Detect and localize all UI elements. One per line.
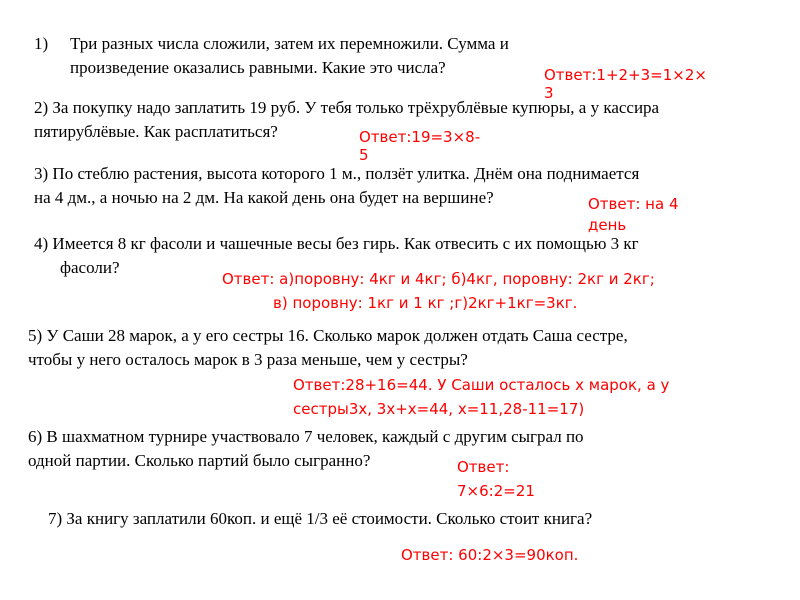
answer-2-line-1: Ответ:19=3×8-: [359, 128, 481, 146]
answer-3-line-1: Ответ: на 4: [588, 195, 679, 213]
problem-7-line-1: 7) За книгу заплатили 60коп. и ещё 1/3 её стоимости. Сколько стоит книга?: [48, 509, 593, 528]
problem-6-line-2: одной партии. Сколько партий было сыгранно?: [28, 451, 371, 470]
answer-7-line-1: Ответ: 60:2×3=90коп.: [401, 546, 579, 564]
problem-6-line-1: 6) В шахматном турнире участвовало 7 человек, каждый с другим сыграл по: [28, 427, 584, 446]
problem-1-number: 1): [34, 34, 49, 53]
answer-2-line-2: 5: [359, 146, 369, 164]
problem-4-line-2: фасоли?: [60, 258, 120, 277]
problem-1-line-1: Три разных числа сложили, затем их перемножили. Сумма и: [70, 34, 509, 53]
answer-6-line-1: Ответ:: [457, 458, 510, 476]
problem-1-line-2: произведение оказались равными. Какие это числа?: [70, 58, 446, 77]
answer-4-line-1: Ответ: а)поровну: 4кг и 4кг; б)4кг, поровну: 2кг и 2кг;: [222, 270, 655, 288]
answer-3-line-2: день: [588, 216, 627, 234]
problem-5-line-2: чтобы у него осталось марок в 3 раза меньше, чем у сестры?: [28, 350, 468, 369]
problem-2-line-1: 2) За покупку надо заплатить 19 руб. У тебя только трёхрублёвые купюры, а у кассира: [34, 98, 660, 117]
problem-4-line-1: 4) Имеется 8 кг фасоли и чашечные весы без гирь. Как отвесить с их помощью 3 кг: [34, 234, 639, 253]
problem-2-line-2: пятирублёвые. Как расплатиться?: [34, 122, 278, 141]
answer-5-line-2: сестры3х, 3х+х=44, х=11,28-11=17): [293, 400, 585, 418]
answer-5-line-1: Ответ:28+16=44. У Саши осталось х марок, а у: [293, 376, 670, 394]
answer-4-line-2: в) поровну: 1кг и 1 кг ;г)2кг+1кг=3кг.: [273, 294, 578, 312]
problem-3-line-1: 3) По стеблю растения, высота которого 1 м., ползёт улитка. Днём она поднимается: [34, 164, 640, 183]
answer-6-line-2: 7×6:2=21: [457, 482, 535, 500]
problem-3-line-2: на 4 дм., а ночью на 2 дм. На какой день она будет на вершине?: [34, 188, 494, 207]
answer-1-line-1: Ответ:1+2+3=1×2×: [544, 66, 707, 84]
problem-5-line-1: 5) У Саши 28 марок, а у его сестры 16. Сколько марок должен отдать Саша сестре,: [28, 326, 628, 345]
answer-1-line-2: 3: [544, 84, 554, 102]
